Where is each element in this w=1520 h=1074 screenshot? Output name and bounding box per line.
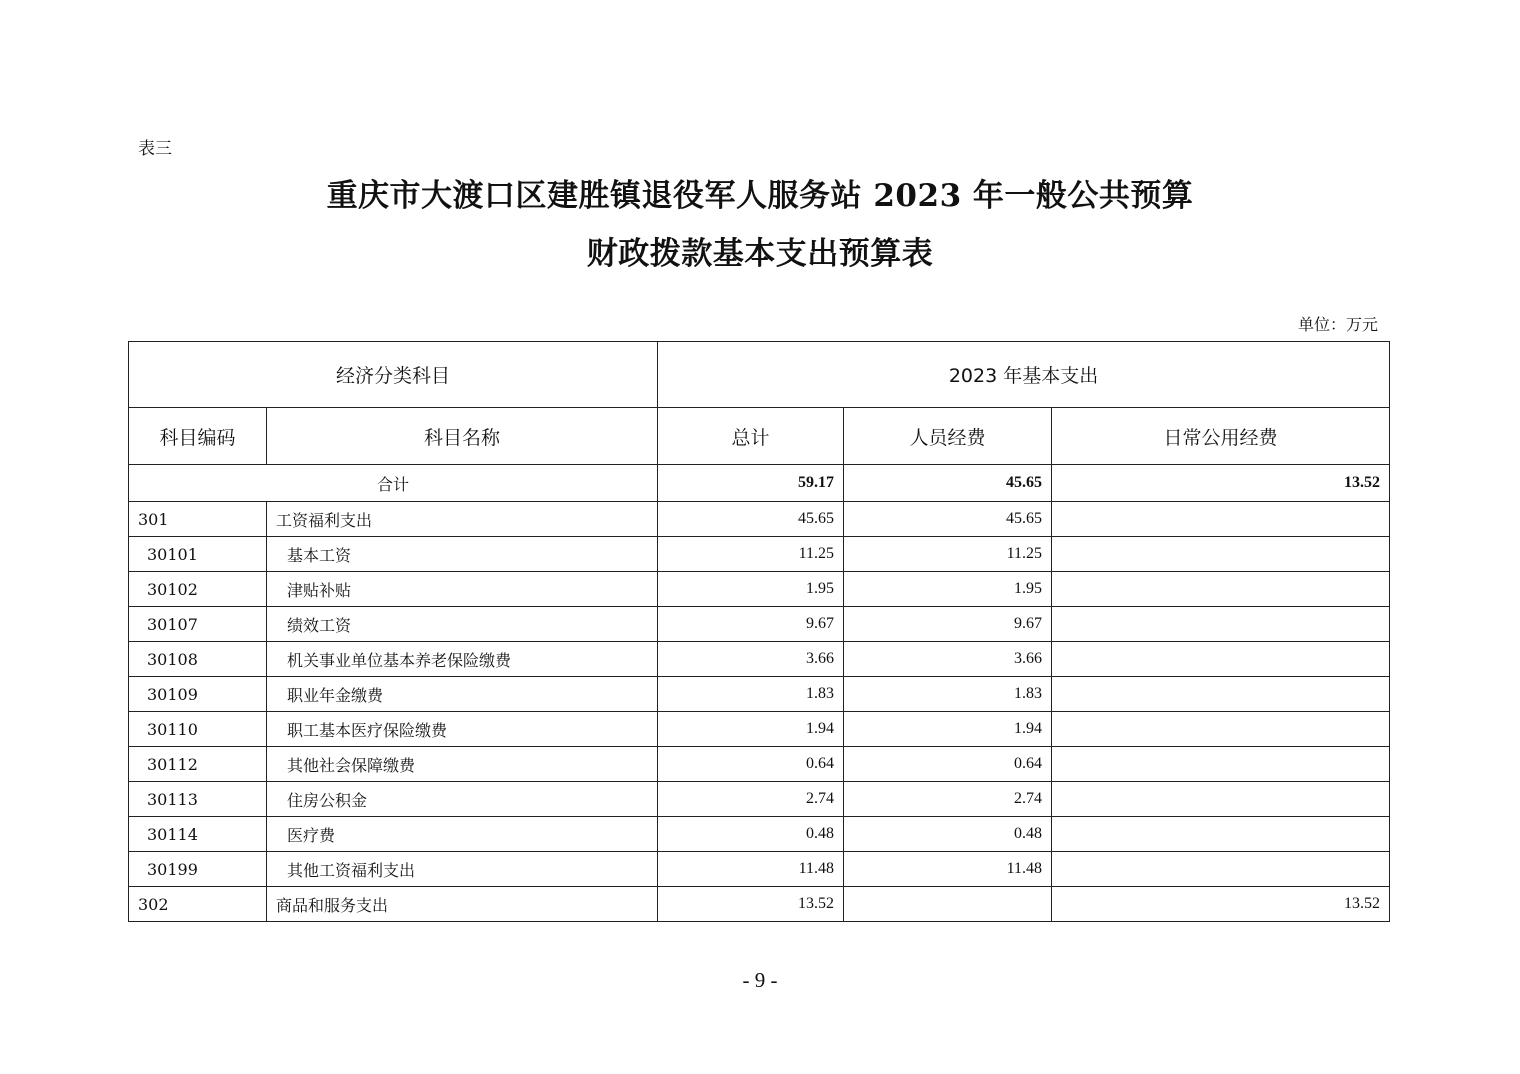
row-personnel: 11.48: [844, 852, 1052, 887]
row-daily: [1052, 782, 1390, 817]
row-personnel: 3.66: [844, 642, 1052, 677]
table-label: 表三: [138, 139, 172, 159]
row-subject-code: 30199: [129, 852, 267, 887]
header-total: 总计: [658, 408, 844, 465]
row-total: 13.52: [658, 887, 844, 922]
row-subject-name: 职业年金缴费: [267, 677, 658, 712]
page-title-line-1: 重庆市大渡口区建胜镇退役军人服务站 2023 年一般公共预算: [326, 178, 1194, 214]
row-total: 45.65: [658, 502, 844, 537]
row-total: 9.67: [658, 607, 844, 642]
header-basic-expenditure: 2023 年基本支出: [658, 342, 1390, 408]
header-row-group: [129, 342, 1390, 408]
page-number: - 9 -: [742, 968, 778, 992]
row-subject-name: 职工基本医疗保险缴费: [267, 712, 658, 747]
row-daily: [1052, 852, 1390, 887]
total-label: 合计: [129, 465, 658, 502]
row-personnel: 0.64: [844, 747, 1052, 782]
table-row: [129, 572, 1390, 607]
row-daily: [1052, 607, 1390, 642]
row-subject-code: 30109: [129, 677, 267, 712]
row-subject-code: 30112: [129, 747, 267, 782]
table-body: [129, 502, 1390, 922]
row-daily: [1052, 642, 1390, 677]
row-personnel: 11.25: [844, 537, 1052, 572]
header-personnel-expense: 人员经费: [844, 408, 1052, 465]
header-row-columns: [129, 408, 1390, 465]
table-row: [129, 642, 1390, 677]
header-daily-public-expense: 日常公用经费: [1052, 408, 1390, 465]
row-subject-code: 30110: [129, 712, 267, 747]
row-daily: [1052, 677, 1390, 712]
table-row: [129, 607, 1390, 642]
row-subject-name: 住房公积金: [267, 782, 658, 817]
total-row: [129, 465, 1390, 502]
row-subject-name: 工资福利支出: [267, 502, 658, 537]
row-subject-code: 30102: [129, 572, 267, 607]
row-daily: [1052, 817, 1390, 852]
row-subject-name: 绩效工资: [267, 607, 658, 642]
row-subject-name: 基本工资: [267, 537, 658, 572]
row-total: 1.83: [658, 677, 844, 712]
total-total: 59.17: [658, 465, 844, 502]
row-total: 1.95: [658, 572, 844, 607]
row-personnel: 1.94: [844, 712, 1052, 747]
row-subject-code: 30107: [129, 607, 267, 642]
budget-table: [128, 341, 1390, 922]
row-subject-name: 商品和服务支出: [267, 887, 658, 922]
row-personnel: [844, 887, 1052, 922]
row-total: 3.66: [658, 642, 844, 677]
table-row: [129, 537, 1390, 572]
row-daily: [1052, 747, 1390, 782]
header-economic-classification: 经济分类科目: [129, 342, 658, 408]
row-subject-name: 津贴补贴: [267, 572, 658, 607]
row-daily: [1052, 572, 1390, 607]
row-subject-code: 30101: [129, 537, 267, 572]
table-row: [129, 677, 1390, 712]
table-row: [129, 782, 1390, 817]
row-personnel: 9.67: [844, 607, 1052, 642]
row-subject-name: 其他工资福利支出: [267, 852, 658, 887]
table-row: [129, 712, 1390, 747]
table-row: [129, 817, 1390, 852]
row-subject-code: 301: [129, 502, 267, 537]
header-subject-code: 科目编码: [129, 408, 267, 465]
row-subject-code: 30114: [129, 817, 267, 852]
row-personnel: 45.65: [844, 502, 1052, 537]
page-title-line-2: 财政拨款基本支出预算表: [586, 236, 934, 272]
header-subject-name: 科目名称: [267, 408, 658, 465]
row-daily: [1052, 712, 1390, 747]
row-subject-name: 其他社会保障缴费: [267, 747, 658, 782]
row-total: 0.48: [658, 817, 844, 852]
table-row: [129, 887, 1390, 922]
row-total: 0.64: [658, 747, 844, 782]
row-personnel: 0.48: [844, 817, 1052, 852]
unit-label: 单位：万元: [1297, 315, 1378, 334]
table-row: [129, 747, 1390, 782]
row-subject-code: 302: [129, 887, 267, 922]
total-personnel: 45.65: [844, 465, 1052, 502]
row-total: 11.25: [658, 537, 844, 572]
row-personnel: 1.95: [844, 572, 1052, 607]
table-row: [129, 502, 1390, 537]
row-total: 11.48: [658, 852, 844, 887]
total-daily: 13.52: [1052, 465, 1390, 502]
row-subject-name: 医疗费: [267, 817, 658, 852]
row-daily: 13.52: [1052, 887, 1390, 922]
row-daily: [1052, 502, 1390, 537]
row-personnel: 2.74: [844, 782, 1052, 817]
row-personnel: 1.83: [844, 677, 1052, 712]
row-subject-name: 机关事业单位基本养老保险缴费: [267, 642, 658, 677]
row-total: 2.74: [658, 782, 844, 817]
row-subject-code: 30108: [129, 642, 267, 677]
row-total: 1.94: [658, 712, 844, 747]
row-daily: [1052, 537, 1390, 572]
table-row: [129, 852, 1390, 887]
row-subject-code: 30113: [129, 782, 267, 817]
